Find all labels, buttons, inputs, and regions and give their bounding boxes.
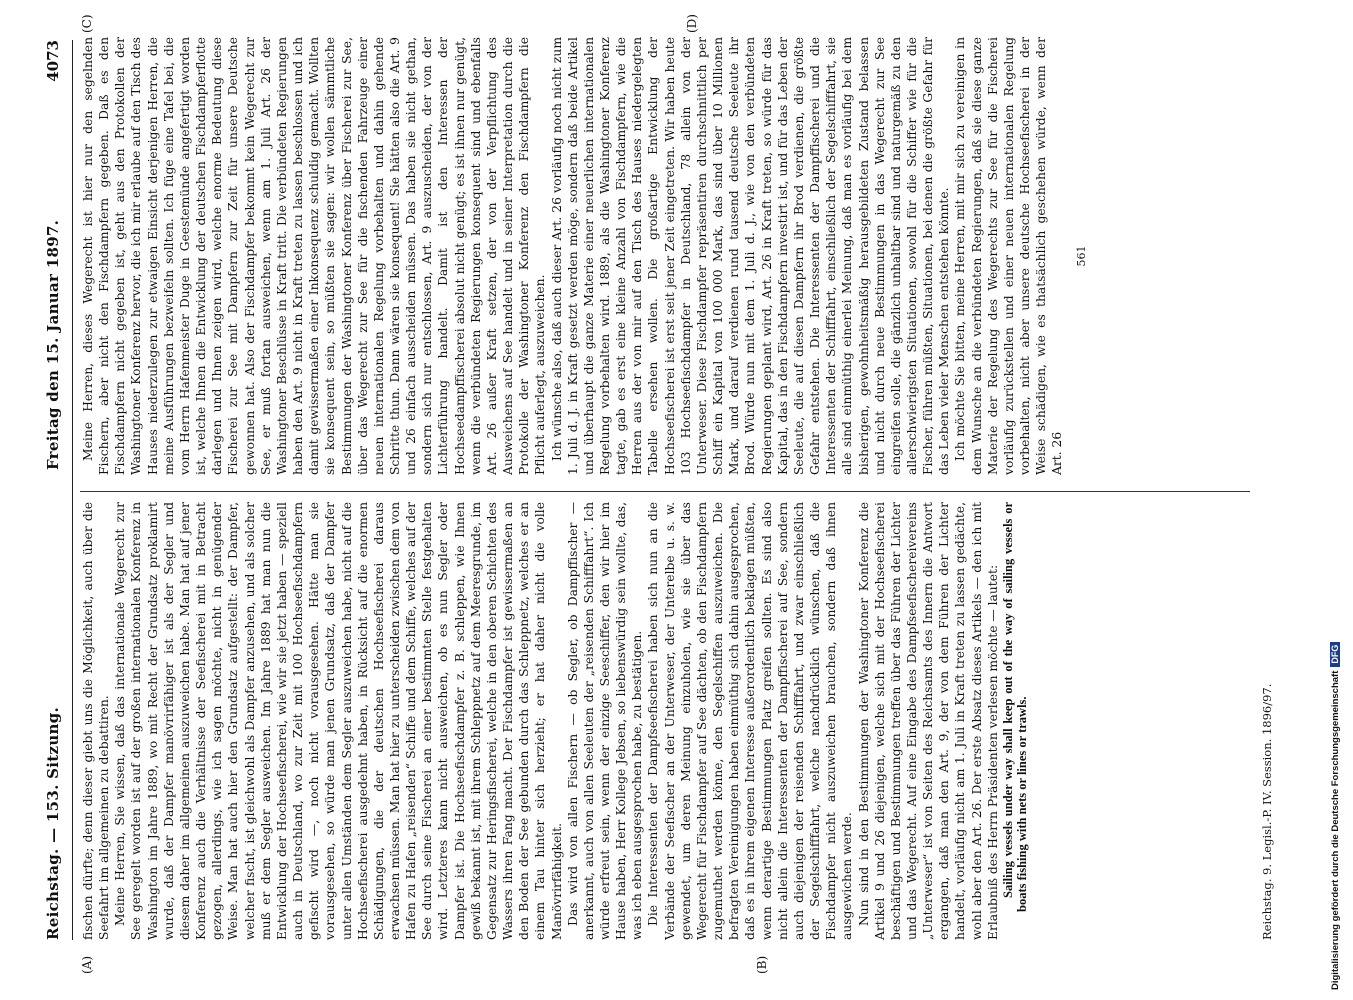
paragraph: Ich möchte Sie bitten, meine Herren, mit mir sich zu vereinigen in dem Wunsche an die verbündeten Regierungen, daß sie diese ganze Materie der Regelung des Wegerechts zur See für die Fischerei vorläufig zurückstellen und einer neuen internationalen Regelung vorbehalten, nicht aber unsere deutsche Hochseefischerei in der Weise schädigen, wie es thatsächlich geschehen würde, wenn der Art. 26 xyxy=(953,37,1065,475)
page-footer: Reichstag. 9. Legisl.-P. IV. Session. 1896/97. xyxy=(1260,683,1274,940)
dfg-logo: DFG xyxy=(1330,642,1340,667)
header-date: Freitag den 15. Januar 1897. xyxy=(44,219,62,470)
right-column xyxy=(80,37,1090,475)
english-quote: Sailing vessels under way shall keep out of the way of sailing vessels or boats fishing with nets or lines or trawls. xyxy=(1000,502,1029,912)
digitization-note xyxy=(1330,10,1346,990)
paragraph: Ich wünsche also, daß auch dieser Art. 26 vorläufig noch nicht zum 1. Juli d. J. in Kraft gesetzt werden möge, sondern daß beide Artikel und überhaupt die ganze Materie einer neuerlichen internationalen Regelung vorbehalten wird. 1889, als die Washingtoner Konferenz tagte, gab es erst eine kleine Anzahl von Fischdampfern, wie die Herren aus der von mir auf den Tisch des Hauses niedergelegten Tabelle ersehen wollen. Die großartige Entwicklung der Hochseefischerei ist erst seit jener Zeit eingetreten. Wir haben heute 103 Hochseefischdampfer in Deutschland, 78 allein von der Unterweser. Diese Fischdampfer repräsentiren durchschnittlich per Schiff ein Kapital von 100 000 Mark, das sind über 10 Millionen Mark, und darauf verdienen rund tausend deutsche Seeleute ihr Brod. Würde nun mit dem 1. Juli d. J., wie von den verbündeten Regierungen geplant wird, Art. 26 in Kraft treten, so würde für das Kapital, das in den Fischdampfern investirt ist, und für das Leben der Seeleute, die auf diesen Dampfern ihr Brod verdienen, die größte Gefahr entstehen. Die Interessenten der Dampffischerei und die Interessenten der Schifffahrt, einschließlich der Segelschifffahrt, sie alle sind einmüthig einerlei Meinung, daß man es vorläufig bei dem bisherigen, gewohnheitsmäßig herausgebildeten Zustand belassen und nicht durch neue Bestimmungen in das Wegerecht zur See eingreifen solle, die gänzlich unhaltbar sind und naturgemäß zu den allerschwierigsten Situationen, sowohl für die Schiffer wie für die Fischer, führen müßten, Situationen, bei denen die größte Gefahr für das Leben vieler Menschen entstehen könnte. xyxy=(549,37,952,475)
header-left: Reichstag. — 153. Sitzung. xyxy=(44,706,62,940)
column-divider xyxy=(80,491,1250,492)
margin-mark-b: (B) xyxy=(755,955,769,974)
paragraph: Das wird von allen Fischern — ob Segler, ob Dampffischer — anerkannt, auch von allen Seeleuten der „reisenden Schifffahrt“. Ich würde erfreut sein, wenn der einzige Seeschiffer, den wir hier im Hause haben, Herr Kollege Jebsen, so liebenswürdig sein wollte, das, was ich eben ausgesprochen habe, zu bestätigen. xyxy=(565,502,645,940)
page-mark: 561 xyxy=(1074,245,1088,267)
header-rule xyxy=(72,40,73,940)
margin-mark-c: (C) xyxy=(80,14,94,33)
page-header xyxy=(44,40,70,940)
margin-mark-a: (A) xyxy=(80,955,94,974)
margin-mark-d: (D) xyxy=(685,14,699,33)
paragraph: Meine Herren, dieses Wegerecht ist hier nur den segelnden Fischern, aber nicht den Fischdampfern gegeben. Daß es den Fischdampfern nicht gegeben ist, geht aus den Protokollen der Washingtoner Konferenz hervor, die ich mir erlaube auf den Tisch des Hauses niederzulegen zur etwaigen Einsicht derjenigen Herren, die meine Ausführungen bezweifeln sollten. Ich füge eine Tafel bei, die vom Herrn Hafenmeister Duge in Geestemünde angefertigt worden ist, welche Ihnen die Entwicklung der deutschen Fischdampferflotte darlegen und Ihnen zeigen wird, welche enorme Bedeutung diese Fischerei zur See mit Dampfern zur Zeit für unsere Deutsche gewonnen hat. Also der Fischdampfer bekommt kein Wegerecht zur See, er muß fortan ausweichen, wenn am 1. Juli Art. 26 der Washingtoner Beschlüsse in Kraft tritt. Die verbündeten Regierungen haben den Art. 9 nicht in Kraft treten zu lassen beschlossen und ich damit gewissermaßen einer Inkonsequenz schuldig gemacht. Wollten sie konsequent sein, so müßten sie sagen: wir wollen sämmtliche Bestimmungen der Washingtoner Konferenz über Fischerei zur See, über das Wegerecht zur See für die fischenden Fahrzeuge einer neuen internationalen Regelung vorbehalten und dahin gehende Schritte thun. Dann wären sie konsequent! Sie hätten also die Art. 9 und 26 einfach ausscheiden müssen. Das haben sie nicht gethan, sondern sich nur entschlossen, Art. 9 auszuscheiden, der von der Lichterführung handelt. Damit ist den Interessen der Hochseedampffischerei absolut nicht genügt; es ist ihnen nur genügt, wenn die verbündeten Regierungen konsequent sind und ebenfalls Art. 26 außer Kraft setzen, der von der Verpflichtung des Ausweichens auf See handelt und in seiner Interpretation durch die Protokolle der Washingtoner Konferenz den Fischdampfern die Pflicht auferlegt, auszuweichen. xyxy=(81,37,548,475)
paragraph: Meine Herren, Sie wissen, daß das internationale Wegerecht zur See geregelt worden ist auf der großen internationalen Konferenz in Washington im Jahre 1889, wo mit Recht der Grundsatz proklamirt wurde, daß der Dampfer manövrirfähiger ist als der Segler und diesem daher im allgemeinen auszuweichen habe. Man hat auf jener Konferenz auch die Verhältnisse der Seefischerei mit in Betracht gezogen, allerdings, wie ich sagen möchte, nicht in genügender Weise. Man hat auch hier den Grundsatz aufgestellt: der Dampfer, welcher fischt, ist gleichwohl als Dampfer anzusehen, und als solcher muß er dem Segler ausweichen. Im Jahre 1889 hat man nun die Entwicklung der Hochseefischerei, wie wir sie jetzt haben — speziell auch in Deutschland, wo zur Zeit mit 100 Hochseefischdampfern gefischt wird —, noch nicht vorausgesehen. Hätte man sie vorausgesehen, so würde man jenen Grundsatz, daß der Dampfer unter allen Umständen dem Segler auszuweichen habe, nicht auf die Hochseefischerei ausgedehnt haben, in Rücksicht auf die enormen Schädigungen, die der deutschen Hochseefischerei daraus erwachsen müssen. Man hat hier zu unterscheiden zwischen dem von Hafen zu Hafen „reisenden“ Schiffe und dem Schiffe, welches auf der See durch seine Fischerei an einer bestimmten Stelle festgehalten wird. Letzteres kann nicht ausweichen, ob es nun Segler oder Dampfer ist. Die Hochseefischdampfer z. B. schleppen, wie Ihnen gewiß bekannt ist, mit ihrem Schleppnetz auf dem Meeresgrunde, im Gegensatz zur Heringsfischerei, welche in den oberen Schichten des Wassers ihren Fang macht. Der Fischdampfer ist gewissermaßen an den Boden der See gebunden durch das Schleppnetz, welches er an einem Tau hinter sich herzieht; er hat daher nicht die volle Manövrirfähigkeit. xyxy=(113,502,564,940)
paragraph: fischen dürfte; denn dieser giebt uns die Möglichkeit, auch über die Seefahrt im allgemeinen zu debattiren. xyxy=(81,502,112,940)
left-column xyxy=(80,502,1029,940)
paragraph: Die Interessenten der Dampfseefischerei haben sich nun an die Verbände der Seefischer an der Unterweser, der Unterelbe u. s. w. gewendet, um deren Meinung einzuholen, wie sie über das Wegerecht für Fischdampfer auf See dächten, ob den Fischdampfern zugemuthet werden könne, den Segelschiffen auszuweichen. Die befragten Vereinigungen haben einmüthig sich dahin ausgesprochen, daß es in ihrem eigenen Interesse außerordentlich beklagen müßten, wenn derartige Bestimmungen Platz greifen sollten. Es sind also nicht allein die Interessenten der Dampffischerei auf See, sondern auch diejenigen der reisenden Schifffahrt, und zwar einschließlich der Segelschifffahrt, welche nachdrücklich wünschen, daß die Fischdampfer nicht auszuweichen brauchen, sondern daß ihnen ausgewichen werde. xyxy=(646,502,855,940)
digitization-text: Digitalisierung gefördert durch die Deutsche Forschungsgemeinschaft xyxy=(1330,670,1341,990)
page-number: 4073 xyxy=(44,40,62,82)
paragraph: Nun sind in den Bestimmungen der Washingtoner Konferenz die Artikel 9 und 26 diejenigen, welche sich mit der Hochseefischerei beschäftigen und Bestimmungen treffen über das Führen der Lichter und das Wegerecht. Auf eine Eingabe des Dampfseefischereivereins „Unterweser“ ist von Seiten des Reichsamts des Innern die Antwort ergangen, daß man den Art. 9, der von dem Führen der Lichter handelt, vorläufig nicht am 1. Juli in Kraft treten zu lassen gedächte, wohl aber den Art. 26. Der erste Absatz dieses Artikels — den ich mit Erlaubniß des Herrn Präsidenten verlesen möchte — lautet: xyxy=(856,502,1000,940)
